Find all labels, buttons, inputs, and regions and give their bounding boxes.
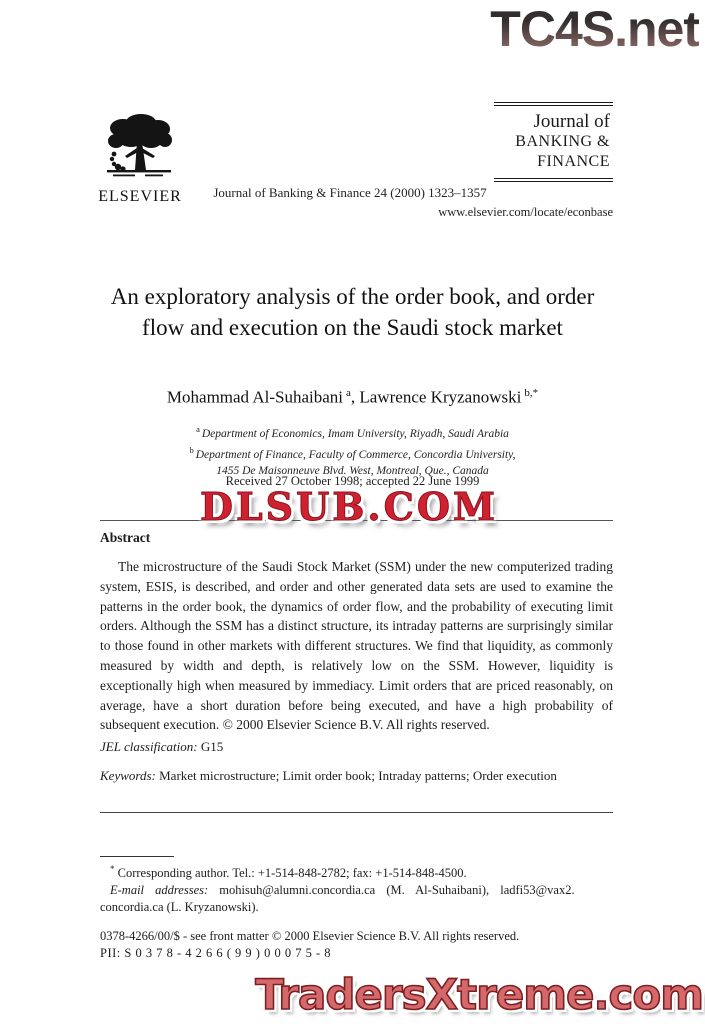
abstract-heading: Abstract bbox=[100, 530, 151, 545]
author-1-affil-mark: a bbox=[346, 387, 351, 399]
jel-value: G15 bbox=[200, 739, 224, 754]
watermark-bottom-tradersxtreme: TradersXtreme.com bbox=[255, 970, 703, 1019]
paper-title: An exploratory analysis of the order book, and order flow and execution on the Saudi stock market bbox=[110, 284, 595, 340]
elsevier-tree-logo bbox=[101, 112, 179, 186]
email-addresses-line2: concordia.ca (L. Kryzanowski). bbox=[100, 900, 259, 915]
keywords-label: Keywords: bbox=[100, 768, 156, 783]
affiliation-a: $^a$ Department of Economics, Imam University, Riyadh, Saudi Arabia bbox=[196, 424, 509, 440]
footer-separator-rule bbox=[100, 812, 613, 813]
publisher-name: ELSEVIER bbox=[98, 188, 182, 205]
journal-box-line1: Journal of bbox=[533, 111, 610, 132]
author-1-name: Mohammad Al-Suhaibani bbox=[166, 387, 344, 407]
received-accepted-line: Received 27 October 1998; accepted 22 June 1999 bbox=[225, 474, 480, 488]
affiliations bbox=[0, 421, 705, 479]
keywords-line bbox=[100, 766, 613, 785]
authors-line bbox=[0, 387, 705, 408]
copyright-line: 0378-4266/00/$ - see front matter © 2000 Elsevier Science B.V. All rights reserved. bbox=[100, 929, 520, 943]
pii-line: PII: S 0 3 7 8 - 4 2 6 6 ( 9 9 ) 0 0 0 7 5 - 8 bbox=[100, 946, 331, 960]
keywords-value: Market microstructure; Limit order book; Intraday patterns; Order execution bbox=[159, 768, 557, 783]
watermark-middle-dlsub: DLSUB.COM bbox=[200, 484, 499, 529]
email-addresses-line1: E-mail addresses: mohisuh@alumni.concordia.ca (M. Al-Suhaibani), ladfi53@vax2. bbox=[110, 883, 575, 898]
footnote-block bbox=[100, 861, 613, 916]
abstract-text: The microstructure of the Saudi Stock Market (SSM) under the new computerized trading system, ESIS, is described, and order and other generated data sets are used to examine the patterns in the order book, the dynamics of order flow, and the probability of executing limit orders. Although the SSM has a distinct structure, its intraday patterns are surprisingly similar to those found in other markets with different structures. We find that liquidity, as commonly measured by width and depth, is relatively low on the SSM. However, liquidity is exceptionally high when measured by immediacy. Limit orders that are priced reasonably, on average, have a short duration before being executed, and have a high probability of subsequent execution. © 2000 Elsevier Science B.V. All rights reserved. bbox=[100, 559, 613, 733]
journal-title-box bbox=[494, 102, 613, 182]
watermark-top-tc4s: TC4S.net bbox=[490, 1, 699, 57]
author-separator: , bbox=[350, 387, 360, 407]
author-2-affil-mark: b,* bbox=[524, 387, 539, 399]
corresponding-author-note: * Corresponding author. Tel.: +1-514-848-2782; fax: +1-514-848-4500. bbox=[110, 864, 467, 881]
affiliation-b: $^b$ Department of Finance, Faculty of Commerce, Concordia University, bbox=[189, 444, 516, 461]
journal-website: www.elsevier.com/locate/econbase bbox=[438, 205, 613, 219]
footnote-rule bbox=[100, 856, 174, 857]
affiliation-b-continued: 1455 De Maisonneuve Blvd. West, Montreal, Que., Canada bbox=[216, 464, 489, 477]
jel-classification-line bbox=[100, 739, 223, 755]
author-2-name: Lawrence Kryzanowski bbox=[359, 387, 522, 407]
jel-label: JEL classification: bbox=[100, 739, 198, 754]
journal-citation-line: Journal of Banking & Finance 24 (2000) 1323–1357 bbox=[213, 185, 487, 200]
journal-box-line2: BANKING & bbox=[515, 133, 610, 150]
journal-box-line3: FINANCE bbox=[537, 153, 610, 170]
